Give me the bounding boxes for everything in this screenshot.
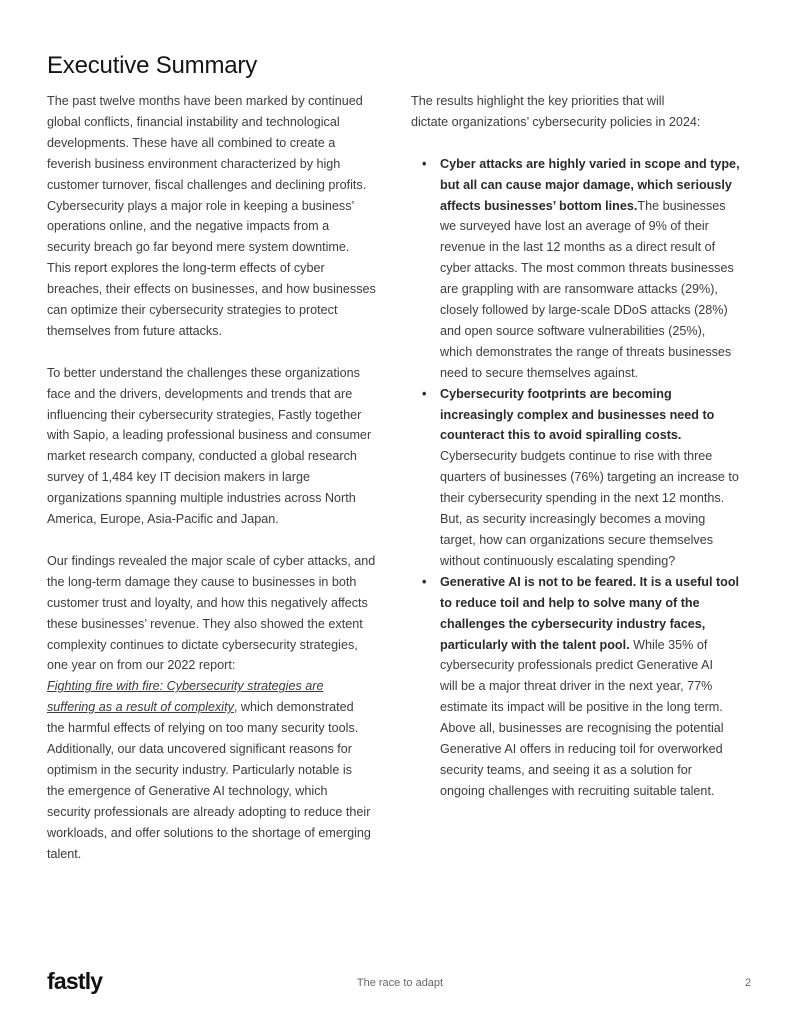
priority-item <box>411 154 761 384</box>
priority-body-text: cybersecurity professionals predict Generative AI <box>440 658 713 673</box>
text-line: themselves from future attacks. <box>47 323 222 338</box>
priority-line <box>440 425 761 446</box>
priority-heading-text: particularly with the talent pool. <box>440 637 630 652</box>
link-trailing-text: , which demonstrated <box>233 700 354 715</box>
priority-body-text: which demonstrates the range of threats businesses <box>440 344 732 359</box>
priority-body-text: target, how can organizations secure themselves <box>440 533 714 548</box>
text-line: feverish business environment characterized by high <box>47 156 341 171</box>
text-line: organizations spanning multiple industries across North <box>47 491 356 506</box>
text-line: global conflicts, financial instability and technological <box>47 114 340 129</box>
text-line: America, Europe, Asia-Pacific and Japan. <box>47 512 279 527</box>
priority-line <box>440 718 761 739</box>
text-line: the emergence of Generative AI technology, which <box>47 783 328 798</box>
text-line: complexity continues to dictate cybersecurity strategies, <box>47 637 358 652</box>
priority-item <box>411 384 761 572</box>
priority-body-text: ongoing challenges with recruiting suitable talent. <box>440 783 715 798</box>
priority-body-text: and open source software vulnerabilities (25%), <box>440 323 706 338</box>
priority-body-text: Above all, businesses are recognising the potential <box>440 721 724 736</box>
priority-line <box>440 384 761 405</box>
logo-text: fastly <box>47 968 103 994</box>
text-line: This report explores the long-term effects of cyber <box>47 261 325 276</box>
priority-line <box>440 676 761 697</box>
priority-line <box>440 509 761 530</box>
priority-line <box>440 760 761 781</box>
priority-line <box>440 446 761 467</box>
priority-line <box>440 405 761 426</box>
priority-line <box>440 300 761 321</box>
priority-line <box>440 363 761 384</box>
priority-body-text: While 35% of <box>629 637 708 652</box>
priorities-intro <box>411 91 761 133</box>
page-number: 2 <box>745 977 752 989</box>
bullet-icon: • <box>422 156 427 171</box>
text-line: survey of 1,484 key IT decision makers in large <box>47 470 310 485</box>
priority-body-text: Cybersecurity budgets continue to rise with three <box>440 449 713 464</box>
priority-line <box>440 781 761 802</box>
priority-line <box>440 488 761 509</box>
priority-line <box>440 175 761 196</box>
text-line: Additionally, our data uncovered significant reasons for <box>47 742 352 757</box>
priority-body-text: But, as security increasingly becomes a moving <box>440 512 706 527</box>
text-line: talent. <box>47 846 82 861</box>
text-line: the harmful effects of relying on too many security tools. <box>47 721 359 736</box>
priorities-list <box>411 154 761 802</box>
document-title: The race to adapt <box>356 977 444 989</box>
priority-body-text: need to secure themselves against. <box>440 365 639 380</box>
text-line: The past twelve months have been marked by continued <box>47 94 363 108</box>
priority-body-text: Generative AI offers in reducing toil for overworked <box>440 742 723 757</box>
text-line: To better understand the challenges these organizations <box>47 365 360 380</box>
bullet-icon: • <box>422 574 427 589</box>
text-line: one year on from our 2022 report: <box>47 658 236 673</box>
priority-line <box>440 196 761 217</box>
text-line: workloads, and offer solutions to the shortage of emerging <box>47 825 371 840</box>
priority-body-text: closely followed by large-scale DDoS attacks (28%) <box>440 303 728 318</box>
priority-heading-text: but all can cause major damage, which seriously <box>440 177 732 192</box>
priority-line <box>440 237 761 258</box>
priority-heading-text: Cybersecurity footprints are becoming <box>440 386 672 401</box>
text-line: with Sapio, a leading professional business and consumer <box>47 428 372 443</box>
text-line: operations online, and the negative impacts from a <box>47 219 330 234</box>
text-line: security breach go far beyond mere system downtime. <box>47 240 350 255</box>
priority-line <box>440 258 761 279</box>
report-link-line <box>47 676 392 697</box>
priority-line <box>440 154 761 175</box>
text-line: face and the drivers, developments and trends that are <box>47 386 353 401</box>
text-line: The results highlight the key priorities that will <box>411 94 665 108</box>
priority-body-text: their cybersecurity spending in the next 12 months. <box>440 491 725 506</box>
text-line: the long-term damage they cause to businesses in both <box>47 574 357 589</box>
priority-line <box>440 697 761 718</box>
priority-body-text: will be a major threat driver in the next year, 77% <box>440 679 713 694</box>
priority-body-text: estimate its impact will be positive in the long term. <box>440 700 723 715</box>
priority-body-text: quarters of businesses (76%) targeting an increase to <box>440 470 739 485</box>
text-line: customer turnover, fiscal challenges and declining profits. <box>47 177 367 192</box>
page-title: Executive Summary <box>47 52 257 79</box>
paragraph-research <box>47 363 392 530</box>
priority-line <box>440 530 761 551</box>
priority-heading-text: Cyber attacks are highly varied in scope and type, <box>440 156 740 171</box>
priority-line <box>440 593 761 614</box>
priority-body-text: are grappling with are ransomware attacks (29%), <box>440 282 718 297</box>
paragraph-intro <box>47 91 392 342</box>
priority-line <box>440 635 761 656</box>
text-line: customer trust and loyalty, and how this negatively affects <box>47 595 368 610</box>
priority-line <box>440 572 761 593</box>
priority-line <box>440 279 761 300</box>
report-link[interactable]: Fighting fire with fire: Cybersecurity strategies are <box>47 679 324 694</box>
text-line: these businesses’ revenue. They also showed the extent <box>47 616 363 631</box>
text-line: breaches, their effects on businesses, and how businesses <box>47 282 376 297</box>
priority-line <box>440 342 761 363</box>
priority-line <box>440 614 761 635</box>
text-line: dictate organizations’ cybersecurity policies in 2024: <box>411 114 701 129</box>
priority-line <box>440 655 761 676</box>
report-link-line <box>47 697 392 718</box>
text-line: influencing their cybersecurity strategies, Fastly together <box>47 407 362 422</box>
paragraph-gap <box>47 530 392 551</box>
priority-line <box>440 216 761 237</box>
text-line: Our findings revealed the major scale of cyber attacks, and <box>47 553 376 568</box>
priority-line <box>440 321 761 342</box>
priority-heading-text: to reduce toil and help to solve many of the <box>440 595 700 610</box>
paragraph-gap <box>47 342 392 363</box>
text-line: developments. These have all combined to create a <box>47 135 336 150</box>
priority-heading-text: Generative AI is not to be feared. It is a useful tool <box>440 574 740 589</box>
priority-line <box>440 467 761 488</box>
left-column <box>47 91 392 865</box>
priority-heading-text: counteract this to avoid spiralling costs. <box>440 428 682 443</box>
text-line: Cybersecurity plays a major role in keeping a business’ <box>47 198 355 213</box>
page-footer <box>0 968 800 998</box>
report-link[interactable]: suffering as a result of complexity <box>47 700 234 715</box>
text-line: market research company, conducted a global research <box>47 449 357 464</box>
priority-body-text: we surveyed have lost an average of 9% of their <box>440 219 709 234</box>
right-column <box>411 91 761 802</box>
paragraph-findings <box>47 551 392 865</box>
priority-item <box>411 572 761 802</box>
priority-body-text: security teams, and seeing it as a solution for <box>440 762 693 777</box>
priority-heading-text: affects businesses’ bottom lines. <box>440 198 638 213</box>
paragraph-gap <box>411 133 761 154</box>
text-line: optimism in the security industry. Particularly notable is <box>47 762 352 777</box>
priority-body-text: without continuously escalating spending? <box>440 553 676 568</box>
priority-heading-text: increasingly complex and businesses need to <box>440 407 715 422</box>
priority-line <box>440 551 761 572</box>
text-line: security professionals are already adopting to reduce their <box>47 804 371 819</box>
priority-body-text: cyber attacks. The most common threats businesses <box>440 261 734 276</box>
priority-body-text: The businesses <box>637 198 726 213</box>
text-line: can optimize their cybersecurity strategies to protect <box>47 303 338 318</box>
priority-heading-text: challenges the cybersecurity industry faces, <box>440 616 706 631</box>
bullet-icon: • <box>422 386 427 401</box>
priority-line <box>440 739 761 760</box>
priority-body-text: revenue in the last 12 months as a direct result of <box>440 240 716 255</box>
